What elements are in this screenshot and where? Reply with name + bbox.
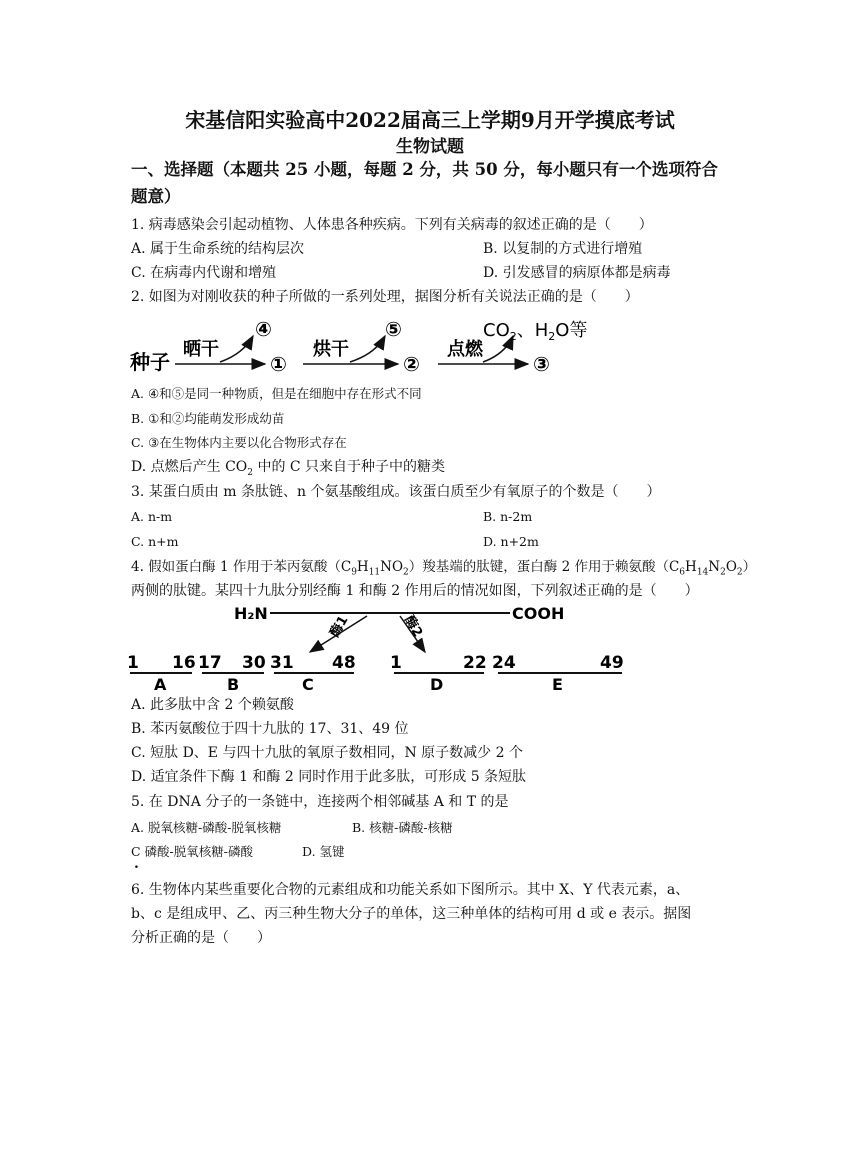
segment-a-start: 1 [127,653,139,673]
q5-option-c: C 磷酸-脱氧核糖-磷酸 [131,844,253,859]
q2-option-a: A. ④和⑤是同一种物质，但是在细胞中存在形式不同 [131,386,422,401]
label-5: ⑤ [385,317,402,341]
q3-stem: 3. 某蛋白质由 m 条肽链、n 个氨基酸组成。该蛋白质至少有氧原子的个数是（ ） [131,484,661,500]
exam-subtitle: 生物试题 [396,137,464,157]
enzyme2-label: 酶2 [401,613,426,640]
q3-option-d: D. n+2m [483,534,539,549]
q1-option-c: C. 在病毒内代谢和增殖 [131,265,277,281]
segment-e-start: 24 [492,653,516,673]
q2-option-d: D. 点燃后产生 $CO_2$ 中的 C 只来自于种子中的糖类 [131,459,446,478]
q4-stem-line1: 4. 假如蛋白酶 1 作用于苯丙氨酸$(C_9H_{11}NO_2)$羧基端的肽键，蛋白酶 2 作用于赖氨酸$(C_6H_{14}N_2O_2)$ [131,559,757,578]
q5-dot: . [134,856,139,872]
q2-option-b: B. ①和②均能萌发形成幼苗 [131,411,285,426]
q3-option-b: B. n-2m [483,509,533,524]
q2-stem: 2. 如图为对刚收获的种子所做的一系列处理，据图分析有关说法正确的是（ ） [131,289,639,305]
label-3: ③ [533,352,550,376]
q6-stem-line2: b、c 是组成甲、乙、丙三种生物大分子的单体，这三种单体的结构可用 d 或 e 表示。据图 [131,906,692,922]
segment-b-start: 17 [198,653,222,673]
segment-c-end: 48 [332,653,356,673]
q1-stem: 1. 病毒感染会引起动植物、人体患各种疾病。下列有关病毒的叙述正确的是（ ） [131,217,653,233]
peptide-cleavage-diagram [122,600,642,696]
arrow-to-5 [350,336,385,362]
segment-c-label: C [302,675,314,694]
section-heading-line2: 题意） [131,187,181,206]
label-1: ① [270,352,287,376]
seed-label: 种子 [130,350,170,374]
segment-d-start: 1 [390,653,402,673]
q5-stem: 5. 在 DNA 分子的一条链中，连接两个相邻碱基 A 和 T 的是 [131,794,509,810]
q4-option-a: A. 此多肽中含 2 个赖氨酸 [131,697,294,713]
segment-d-label: D [430,675,444,694]
q5-option-d: D. 氢键 [302,844,345,859]
q6-stem-line3: 分析正确的是（ ） [131,930,271,946]
segment-a-end: 16 [172,653,196,673]
q3-option-c: C. n+m [131,534,179,549]
q1-option-b: B. 以复制的方式进行增殖 [483,241,643,257]
q4-option-b: B. 苯丙氨酸位于四十九肽的 17、31、49 位 [131,721,409,737]
c-terminus-label: COOH [512,604,565,623]
segment-c-start: 31 [270,653,294,673]
q4-option-c: C. 短肽 D、E 与四十九肽的氧原子数相同，N 原子数减少 2 个 [131,745,523,761]
arrow-to-4 [220,336,253,362]
q5-option-b: B. 核糖-磷酸-核糖 [352,820,453,835]
q1-option-d: D. 引发感冒的病原体都是病毒 [483,265,671,281]
q4-stem-line2: 两侧的肽键。某四十九肽分别经酶 1 和酶 2 作用后的情况如图，下列叙述正确的是（ ） [131,583,699,599]
enzyme1-label: 酶1 [327,613,352,641]
q4-option-d: D. 适宜条件下酶 1 和酶 2 同时作用于此多肽，可形成 5 条短肽 [131,769,527,785]
q6-stem-line1: 6. 生物体内某些重要化合物的元素组成和功能关系如下图所示。其中 X、Y 代表元素，a、 [131,882,690,898]
section-heading-line1: 一、选择题（本题共 25 小题，每题 2 分，共 50 分，每小题只有一个选项符合 [131,160,718,179]
segment-b-end: 30 [242,653,266,673]
q5-option-a: A. 脱氧核糖-磷酸-脱氧核糖 [131,820,282,835]
oven-dry-label: 烘干 [313,339,349,360]
exam-title: 宋基信阳实验高中2022届高三上学期9月开学摸底考试 [185,108,675,132]
segment-b-label: B [227,675,240,694]
label-2: ② [403,352,420,376]
seed-treatment-diagram [125,314,625,380]
q2-option-c: C. ③在生物体内主要以化合物形式存在 [131,435,347,450]
label-4: ④ [255,317,272,341]
segment-e-end: 49 [600,653,624,673]
q1-option-a: A. 属于生命系统的结构层次 [131,241,305,257]
q3-option-a: A. n-m [131,509,173,524]
gases-label: $CO_2$、$H_2O$等 [483,320,588,343]
segment-e-label: E [552,675,563,694]
ignite-label: 点燃 [447,339,483,360]
segment-a-label: A [154,675,167,694]
n-terminus-label: H₂N [234,604,268,623]
segment-d-end: 22 [463,653,487,673]
sun-dry-label: 晒干 [183,339,219,360]
